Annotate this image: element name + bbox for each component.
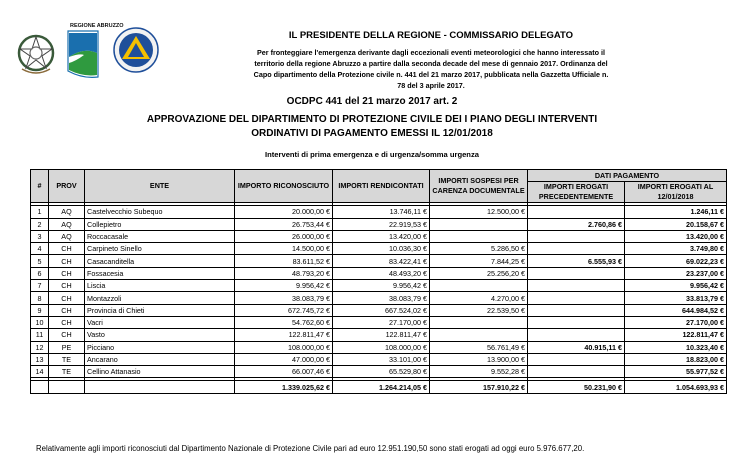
row-prov: CH [49,329,85,341]
row-ente: Cellino Attanasio [85,366,235,378]
totals-blank [31,381,49,393]
document-header [196,30,666,91]
header-line-1: Per fronteggiare l'emergenza derivante dagli eccezionali eventi meteorologici che hanno interessato il [256,48,605,57]
row-importi-rendicontati: 122.811,47 € [333,329,430,341]
row-erogati-al: 55.977,52 € [625,366,727,378]
row-erogati-al: 9.956,42 € [625,280,727,292]
total-erogati-al: 1.054.693,93 € [625,381,727,393]
row-erogati-al: 13.420,00 € [625,230,727,242]
row-importi-rendicontati: 667.524,02 € [333,304,430,316]
ocdpc-title: OCDPC 441 del 21 marzo 2017 art. 2 [286,96,458,107]
row-erogati-al: 20.158,67 € [625,218,727,230]
row-importi-rendicontati: 27.170,00 € [333,316,430,328]
row-importi-rendicontati: 83.422,41 € [333,255,430,267]
row-erogati-precedentemente [528,316,625,328]
row-number: 9 [31,304,49,316]
row-importo-riconosciuto: 108.000,00 € [235,341,333,353]
row-importo-riconosciuto: 38.083,79 € [235,292,333,304]
row-ente: Montazzoli [85,292,235,304]
table-row [31,366,727,378]
row-erogati-precedentemente [528,366,625,378]
totals-blank [49,381,85,393]
row-importi-rendicontati: 38.083,79 € [333,292,430,304]
row-erogati-precedentemente: 6.555,93 € [528,255,625,267]
row-ente: Collepietro [85,218,235,230]
row-importo-riconosciuto: 47.000,00 € [235,353,333,365]
row-importi-sospesi [430,280,528,292]
row-importi-sospesi: 56.761,49 € [430,341,528,353]
row-importi-rendicontati: 13.420,00 € [333,230,430,242]
row-erogati-precedentemente [528,353,625,365]
footer-note: Relativamente agli importi riconosciuti dal Dipartimento Nazionale di Protezione Civile pari ad euro 12.951.190,50 sono stati erogati ad oggi euro 5.976.677,20. [36,444,585,453]
row-prov: AQ [49,230,85,242]
total-sospesi: 157.910,22 € [430,381,528,393]
row-ente: Provincia di Chieti [85,304,235,316]
row-ente: Castelvecchio Subequo [85,206,235,218]
row-erogati-precedentemente [528,267,625,279]
row-ente: Liscia [85,280,235,292]
row-erogati-al: 69.022,23 € [625,255,727,267]
row-importi-rendicontati: 33.101,00 € [333,353,430,365]
row-erogati-al: 33.813,79 € [625,292,727,304]
row-importo-riconosciuto: 9.956,42 € [235,280,333,292]
row-erogati-precedentemente: 40.915,11 € [528,341,625,353]
row-prov: CH [49,280,85,292]
total-riconosciuto: 1.339.025,62 € [235,381,333,393]
row-erogati-precedentemente [528,280,625,292]
row-importo-riconosciuto: 672.745,72 € [235,304,333,316]
row-number: 2 [31,218,49,230]
table-row [31,218,727,230]
header-dati-pagamento: DATI PAGAMENTO [528,170,727,182]
table-row [31,206,727,218]
row-ente: Ancarano [85,353,235,365]
row-importo-riconosciuto: 48.793,20 € [235,267,333,279]
table-row [31,255,727,267]
total-rendicontati: 1.264.214,05 € [333,381,430,393]
row-importi-rendicontati: 48.493,20 € [333,267,430,279]
row-importi-rendicontati: 108.000,00 € [333,341,430,353]
row-number: 6 [31,267,49,279]
row-erogati-al: 27.170,00 € [625,316,727,328]
row-importo-riconosciuto: 20.000,00 € [235,206,333,218]
header-line-2: territorio della regione Abruzzo a partire dalla seconda decade del mese di gennaio 2017. Ordinanza del [254,59,608,68]
row-prov: TE [49,353,85,365]
header-erogati-al: IMPORTI EROGATI AL 12/01/2018 [625,182,727,203]
row-importi-rendicontati: 10.036,30 € [333,243,430,255]
table-row [31,304,727,316]
table-row [31,267,727,279]
row-erogati-al: 1.246,11 € [625,206,727,218]
row-importo-riconosciuto: 83.611,52 € [235,255,333,267]
row-number: 8 [31,292,49,304]
row-erogati-precedentemente [528,292,625,304]
row-importi-rendicontati: 65.529,80 € [333,366,430,378]
row-erogati-precedentemente [528,230,625,242]
totals-row [31,381,727,393]
header-prov: PROV [49,170,85,203]
header-line-3: Capo dipartimento della Protezione civile n. 441 del 21 marzo 2017, pubblicata nella Gazzetta Ufficiale n. [253,70,609,79]
row-erogati-al: 23.237,00 € [625,267,727,279]
row-number: 7 [31,280,49,292]
row-importo-riconosciuto: 26.753,44 € [235,218,333,230]
row-prov: CH [49,292,85,304]
header-line-4: 78 del 3 aprile 2017. [397,81,465,90]
row-importi-sospesi [430,218,528,230]
header-title: IL PRESIDENTE DELLA REGIONE - COMMISSARIO DELEGATO [288,30,574,41]
table-row [31,353,727,365]
header-importo-riconosciuto: IMPORTO RICONOSCIUTO [235,170,333,203]
row-ente: Vasto [85,329,235,341]
table-row [31,341,727,353]
row-number: 4 [31,243,49,255]
row-prov: CH [49,243,85,255]
row-prov: PE [49,341,85,353]
row-ente: Fossacesia [85,267,235,279]
row-ente: Roccacasale [85,230,235,242]
row-erogati-precedentemente [528,329,625,341]
row-prov: CH [49,316,85,328]
row-erogati-precedentemente [528,304,625,316]
header-num: # [31,170,49,203]
row-number: 3 [31,230,49,242]
row-erogati-al: 18.823,00 € [625,353,727,365]
row-importo-riconosciuto: 14.500,00 € [235,243,333,255]
row-erogati-precedentemente [528,206,625,218]
row-importi-rendicontati: 9.956,42 € [333,280,430,292]
row-importi-sospesi: 5.286,50 € [430,243,528,255]
table-row [31,243,727,255]
row-erogati-precedentemente: 2.760,86 € [528,218,625,230]
header-importi-sospesi: IMPORTI SOSPESI PER CARENZA DOCUMENTALE [430,170,528,203]
row-importo-riconosciuto: 54.762,60 € [235,316,333,328]
row-importi-sospesi: 4.270,00 € [430,292,528,304]
row-importi-sospesi [430,230,528,242]
row-prov: CH [49,255,85,267]
table-row [31,329,727,341]
row-number: 10 [31,316,49,328]
row-importi-sospesi: 9.552,28 € [430,366,528,378]
row-importi-rendicontati: 22.919,53 € [333,218,430,230]
row-importi-sospesi: 12.500,00 € [430,206,528,218]
row-ente: Vacri [85,316,235,328]
row-erogati-al: 644.984,52 € [625,304,727,316]
row-importo-riconosciuto: 122.811,47 € [235,329,333,341]
row-number: 14 [31,366,49,378]
row-importi-rendicontati: 13.746,11 € [333,206,430,218]
row-prov: TE [49,366,85,378]
logos-svg [14,17,164,83]
italian-republic-emblem-icon [19,36,53,73]
approval-line-2: ORDINATIVI DI PAGAMENTO EMESSI IL 12/01/2018 [251,128,493,139]
row-importi-sospesi: 22.539,50 € [430,304,528,316]
row-prov: AQ [49,218,85,230]
row-importo-riconosciuto: 26.000,00 € [235,230,333,242]
row-importo-riconosciuto: 66.007,46 € [235,366,333,378]
row-prov: CH [49,267,85,279]
regione-abruzzo-logo-text: REGIONE ABRUZZO [70,23,124,29]
row-number: 11 [31,329,49,341]
row-number: 13 [31,353,49,365]
payments-table [30,169,727,394]
row-erogati-al: 10.323,40 € [625,341,727,353]
table-row [31,316,727,328]
header-erogati-precedentemente: IMPORTI EROGATI PRECEDENTEMENTE [528,182,625,203]
row-importi-sospesi [430,316,528,328]
table-row [31,292,727,304]
row-number: 12 [31,341,49,353]
approval-line-1: APPROVAZIONE DEL DIPARTIMENTO DI PROTEZIONE CIVILE DEI I PIANO DEGLI INTERVENTI [146,114,598,125]
row-importi-sospesi: 7.844,25 € [430,255,528,267]
approval-title [0,113,744,141]
header-importi-rendicontati: IMPORTI RENDICONTATI [333,170,430,203]
row-erogati-al: 122.811,47 € [625,329,727,341]
row-ente: Carpineto Sinello [85,243,235,255]
row-erogati-precedentemente [528,243,625,255]
interventi-subtitle: Interventi di prima emergenza e di urgenza/somma urgenza [265,150,479,159]
table-row [31,280,727,292]
row-erogati-al: 3.749,80 € [625,243,727,255]
table-body [31,203,727,378]
row-prov: CH [49,304,85,316]
total-erogati-prec: 50.231,90 € [528,381,625,393]
row-ente: Casacanditella [85,255,235,267]
row-importi-sospesi: 25.256,20 € [430,267,528,279]
totals-blank [85,381,235,393]
row-importi-sospesi: 13.900,00 € [430,353,528,365]
row-importi-sospesi [430,329,528,341]
logos-area [14,17,164,83]
protezione-civile-logo-icon [114,28,158,72]
row-prov: AQ [49,206,85,218]
header-ente: ENTE [85,170,235,203]
row-ente: Picciano [85,341,235,353]
row-number: 5 [31,255,49,267]
table-row [31,230,727,242]
row-number: 1 [31,206,49,218]
